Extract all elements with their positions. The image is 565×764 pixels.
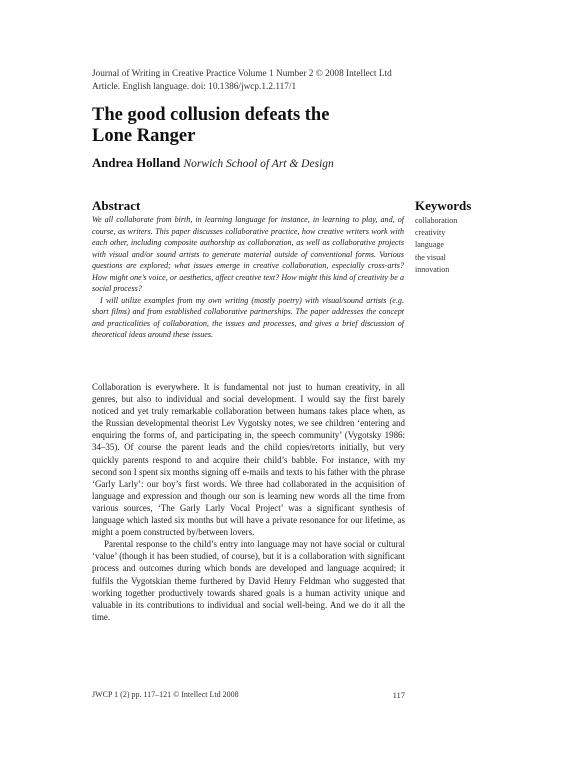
body-text <box>92 381 405 623</box>
abstract-paragraph-1: We all collaborate from birth, in learning language for instance, in learning to play, and, of course, as writers. This paper discusses collaborative practice, how creative writers work with each other, including composite authorship as collaboration, as well as collaborative projects with visual and/or sound artists to generate material outside of conventional forms. Various questions are explored; what issues emerge in creative collaboration, especially cross-arts? How might one’s voice, or aesthetics, affect creative text? How might this kind of creativity be a social process? <box>92 215 404 294</box>
author-line <box>92 156 334 171</box>
keyword-item: creativity <box>415 228 446 238</box>
title-line-1: The good collusion defeats the <box>92 105 330 125</box>
keyword-item: the visual <box>415 252 446 262</box>
journal-citation-line: Journal of Writing in Creative Practice Volume 1 Number 2 © 2008 Intellect Ltd <box>92 69 392 79</box>
footer-citation: JWCP 1 (2) pp. 117–121 © Intellect Ltd 2008 <box>92 690 239 699</box>
body-paragraph-2: Parental response to the child’s entry into language may not have social or cultural ‘value’ (though it has been studied, of course), but it is a collaboration with significant process and outcomes during which bonds are developed and language acquired; it fulfils the Vygotskian theme furthered by David Henry Feldman who suggested that working together productively towards shared goals is a human activity unique and valuable in its contributions to individual and social well-being. And we do it all the time. <box>92 539 405 622</box>
abstract-heading: Abstract <box>92 198 141 213</box>
article-title <box>92 105 422 147</box>
journal-header <box>92 68 452 94</box>
keyword-item: innovation <box>415 264 450 274</box>
abstract-text <box>92 214 404 341</box>
keyword-item: language <box>415 240 444 250</box>
body-paragraph-1: Collaboration is everywhere. It is fundamental not just to human creativity, in all genres, but also to individual and social development. I would say the first barely noticed and yet truly remarkable collaboration between humans takes place when, as the Russian developmental theorist Lev Vygotsky notes, we see children ‘entering and enquiring the forms of, and participating in, the speech community’ (Vygotsky 1986: 34–35). Of course the parent leads and the child copies/retorts initially, but very quickly parents respond to and acquire their child’s babble. For instance, with my second son I spent six months signing off e-mails and texts to his father with the phrase ‘Garly Larly’: our boy’s first words. We three had collaborated in the acquisition of language and expression and though our son is learning new words all the time from various sources, ‘The Garly Larly Vocal Project’ was a significant synthesis of language which lasted six months but will have a private resonance for our lifetime, as might a poem constructed by/between lovers. <box>92 382 405 538</box>
article-doi-line: Article. English language. doi: 10.1386/jwcp.1.2.117/1 <box>92 82 297 92</box>
author-affiliation: Norwich School of Art & Design <box>183 158 334 170</box>
author-name: Andrea Holland <box>92 156 181 170</box>
keywords-list <box>415 215 457 276</box>
keywords-heading: Keywords <box>415 198 472 213</box>
keyword-item: collaboration <box>415 216 458 225</box>
page-number: 117 <box>392 690 405 700</box>
abstract-paragraph-2: I will utilize examples from my own writing (mostly poetry) with visual/sound artists (e.g. short films) and from established collaborative partnerships. The paper addresses the concept and practicalities of collaboration, the issues and processes, and gives a brief discussion of theoretical ideas around these issues. <box>92 295 404 340</box>
title-line-2: Lone Ranger <box>92 126 196 146</box>
